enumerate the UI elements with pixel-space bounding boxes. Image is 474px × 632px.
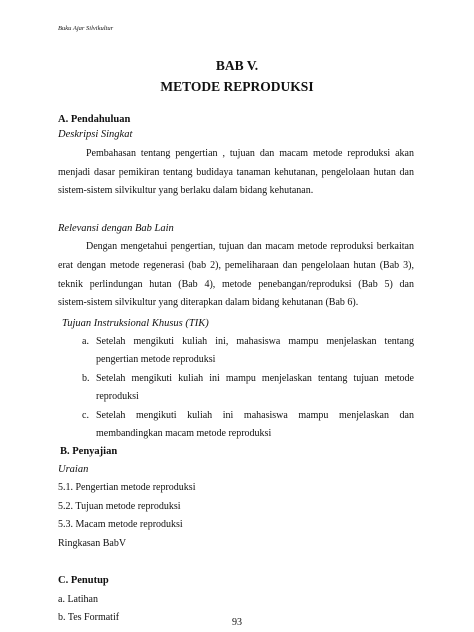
running-header: Buku Ajar Silvikultur [58, 25, 114, 32]
deskripsi-line-2: menjadi dasar pemikiran tentang budidaya tanaman kehutanan, pengelolaan hutan dan [58, 167, 414, 178]
relevansi-line-1: Dengan mengetahui pengertian, tujuan dan macam metode reproduksi berkaitan [86, 241, 414, 252]
chapter-number: BAB V. [215, 58, 259, 73]
deskripsi-line-3: sistem-sistem silvikultur yang berlaku dalam bidang kehutanan. [58, 185, 314, 196]
relevansi-line-4: sistem-sistem silvikultur yang diterapkan dalam bidang kehutanan (Bab 6). [58, 297, 359, 308]
penutup-item-latihan: a. Latihan [58, 594, 98, 605]
tik-item-a-line-1: Setelah mengikuti kuliah ini, mahasiswa mampu menjelaskan tentang [96, 336, 414, 347]
section-a-heading: A. Pendahuluan [58, 114, 131, 125]
deskripsi-heading: Deskripsi Singkat [58, 129, 133, 140]
tik-item-b-line-2: reproduksi [96, 391, 139, 402]
relevansi-line-3: teknik perlindungan hutan (Bab 4), metode penebangan/reproduksi (Bab 5) dan [58, 279, 414, 290]
relevansi-heading: Relevansi dengan Bab Lain [58, 223, 174, 234]
tik-item-a-marker: a. [82, 336, 89, 347]
relevansi-line-2: erat dengan metode regenerasi (bab 2), pemeliharaan dan pengelolaan hutan (Bab 3), [58, 260, 414, 271]
ringkasan-label: Ringkasan BabV [58, 538, 127, 549]
tik-heading: Tujuan Instruksional Khusus (TIK) [62, 318, 209, 329]
uraian-item-5-3: 5.3. Macam metode reproduksi [58, 519, 183, 530]
tik-item-c-line-2: membandingkan macam metode reproduksi [96, 428, 272, 439]
tik-item-c-line-1: Setelah mengikuti kuliah ini mahasiswa mampu menjelaskan dan [96, 410, 414, 421]
chapter-title: METODE REPRODUKSI [160, 79, 314, 94]
uraian-item-5-2: 5.2. Tujuan metode reproduksi [58, 501, 181, 512]
section-b-heading: B. Penyajian [60, 446, 118, 457]
section-c-heading: C. Penutup [58, 575, 109, 586]
tik-item-b-marker: b. [82, 373, 90, 384]
penutup-item-tes-formatif: b. Tes Formatif [58, 612, 120, 623]
tik-item-a-line-2: pengertian metode reproduksi [96, 354, 216, 365]
deskripsi-line-1: Pembahasan tentang pengertian , tujuan dan macam metode reproduksi akan [86, 148, 414, 159]
uraian-heading: Uraian [58, 464, 89, 475]
uraian-item-5-1: 5.1. Pengertian metode reproduksi [58, 482, 196, 493]
tik-item-c-marker: c. [82, 410, 89, 421]
tik-item-b-line-1: Setelah mengikuti kuliah ini mampu menjelaskan tentang tujuan metode [96, 373, 414, 384]
page-number: 93 [232, 617, 242, 628]
